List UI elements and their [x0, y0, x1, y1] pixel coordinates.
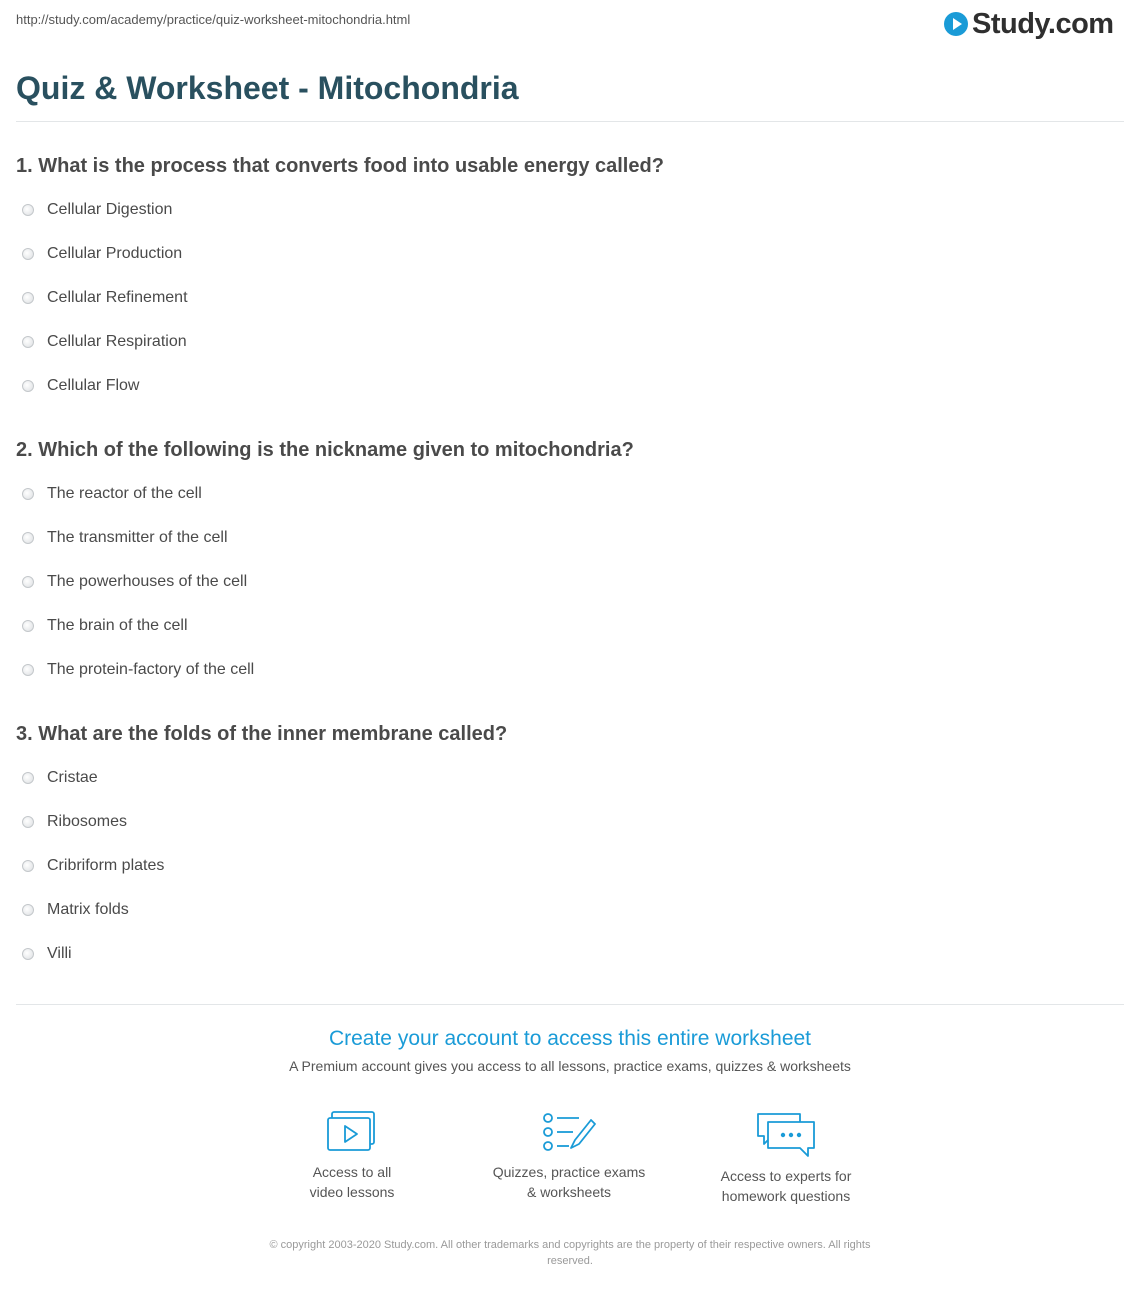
- radio-icon[interactable]: [22, 488, 34, 500]
- play-logo-icon: [944, 12, 968, 36]
- feature-experts: [686, 1110, 886, 1206]
- q2-option-5[interactable]: The protein-factory of the cell: [22, 659, 254, 681]
- video-lesson-icon: [326, 1110, 378, 1154]
- page-url: http://study.com/academy/practice/quiz-worksheet-mitochondria.html: [16, 12, 411, 27]
- feature-line-2: video lessons: [309, 1184, 395, 1200]
- q2-option-1[interactable]: The reactor of the cell: [22, 483, 202, 505]
- feature-quizzes: [469, 1110, 669, 1202]
- q3-option-2[interactable]: Ribosomes: [22, 811, 127, 833]
- title-divider: [16, 121, 1124, 122]
- radio-icon[interactable]: [22, 336, 34, 348]
- q3-option-1[interactable]: Cristae: [22, 767, 98, 789]
- radio-icon[interactable]: [22, 904, 34, 916]
- question-1: 1. What is the process that converts food into usable energy called?: [16, 155, 664, 177]
- question-2: 2. Which of the following is the nickname given to mitochondria?: [16, 439, 634, 461]
- cta-subtitle: A Premium account gives you access to all lessons, practice exams, quizzes & worksheets: [289, 1058, 851, 1074]
- q3-option-5[interactable]: Villi: [22, 943, 72, 965]
- radio-icon[interactable]: [22, 204, 34, 216]
- q3-option-4[interactable]: Matrix folds: [22, 899, 129, 921]
- radio-icon[interactable]: [22, 664, 34, 676]
- radio-icon[interactable]: [22, 772, 34, 784]
- q1-option-3[interactable]: Cellular Refinement: [22, 287, 188, 309]
- feature-line-1: Access to experts for: [720, 1168, 852, 1184]
- radio-icon[interactable]: [22, 948, 34, 960]
- radio-icon[interactable]: [22, 532, 34, 544]
- create-account-link[interactable]: Create your account to access this entire worksheet: [328, 1027, 812, 1050]
- feature-line-2: & worksheets: [526, 1184, 612, 1200]
- copyright-line-2: reserved.: [547, 1255, 593, 1267]
- radio-icon[interactable]: [22, 860, 34, 872]
- top-bar: [0, 0, 1140, 52]
- feature-line-2: homework questions: [721, 1188, 851, 1204]
- q3-option-3[interactable]: Cribriform plates: [22, 855, 164, 877]
- q2-option-2[interactable]: The transmitter of the cell: [22, 527, 228, 549]
- q1-option-4[interactable]: Cellular Respiration: [22, 331, 187, 353]
- q2-option-4[interactable]: The brain of the cell: [22, 615, 188, 637]
- q1-option-2[interactable]: Cellular Production: [22, 243, 182, 265]
- feature-video-lessons: [252, 1110, 452, 1202]
- q1-option-1[interactable]: Cellular Digestion: [22, 199, 172, 221]
- quiz-checklist-icon: [541, 1110, 597, 1154]
- q1-option-5[interactable]: Cellular Flow: [22, 375, 139, 397]
- chat-bubbles-icon: [754, 1110, 818, 1158]
- radio-icon[interactable]: [22, 380, 34, 392]
- logo-text: Study.com: [972, 7, 1114, 40]
- question-3: 3. What are the folds of the inner membrane called?: [16, 723, 508, 745]
- radio-icon[interactable]: [22, 816, 34, 828]
- radio-icon[interactable]: [22, 292, 34, 304]
- radio-icon[interactable]: [22, 576, 34, 588]
- radio-icon[interactable]: [22, 248, 34, 260]
- cta-divider: [16, 1004, 1124, 1005]
- page-title: Quiz & Worksheet - Mitochondria: [16, 70, 519, 106]
- radio-icon[interactable]: [22, 620, 34, 632]
- copyright-line-1: © copyright 2003-2020 Study.com. All other trademarks and copyrights are the property of their respective owners. All rights: [269, 1239, 871, 1251]
- study-logo[interactable]: [944, 6, 1114, 42]
- feature-line-1: Quizzes, practice exams: [492, 1164, 646, 1180]
- q2-option-3[interactable]: The powerhouses of the cell: [22, 571, 247, 593]
- copyright-notice: [210, 1237, 930, 1269]
- feature-line-1: Access to all: [312, 1164, 392, 1180]
